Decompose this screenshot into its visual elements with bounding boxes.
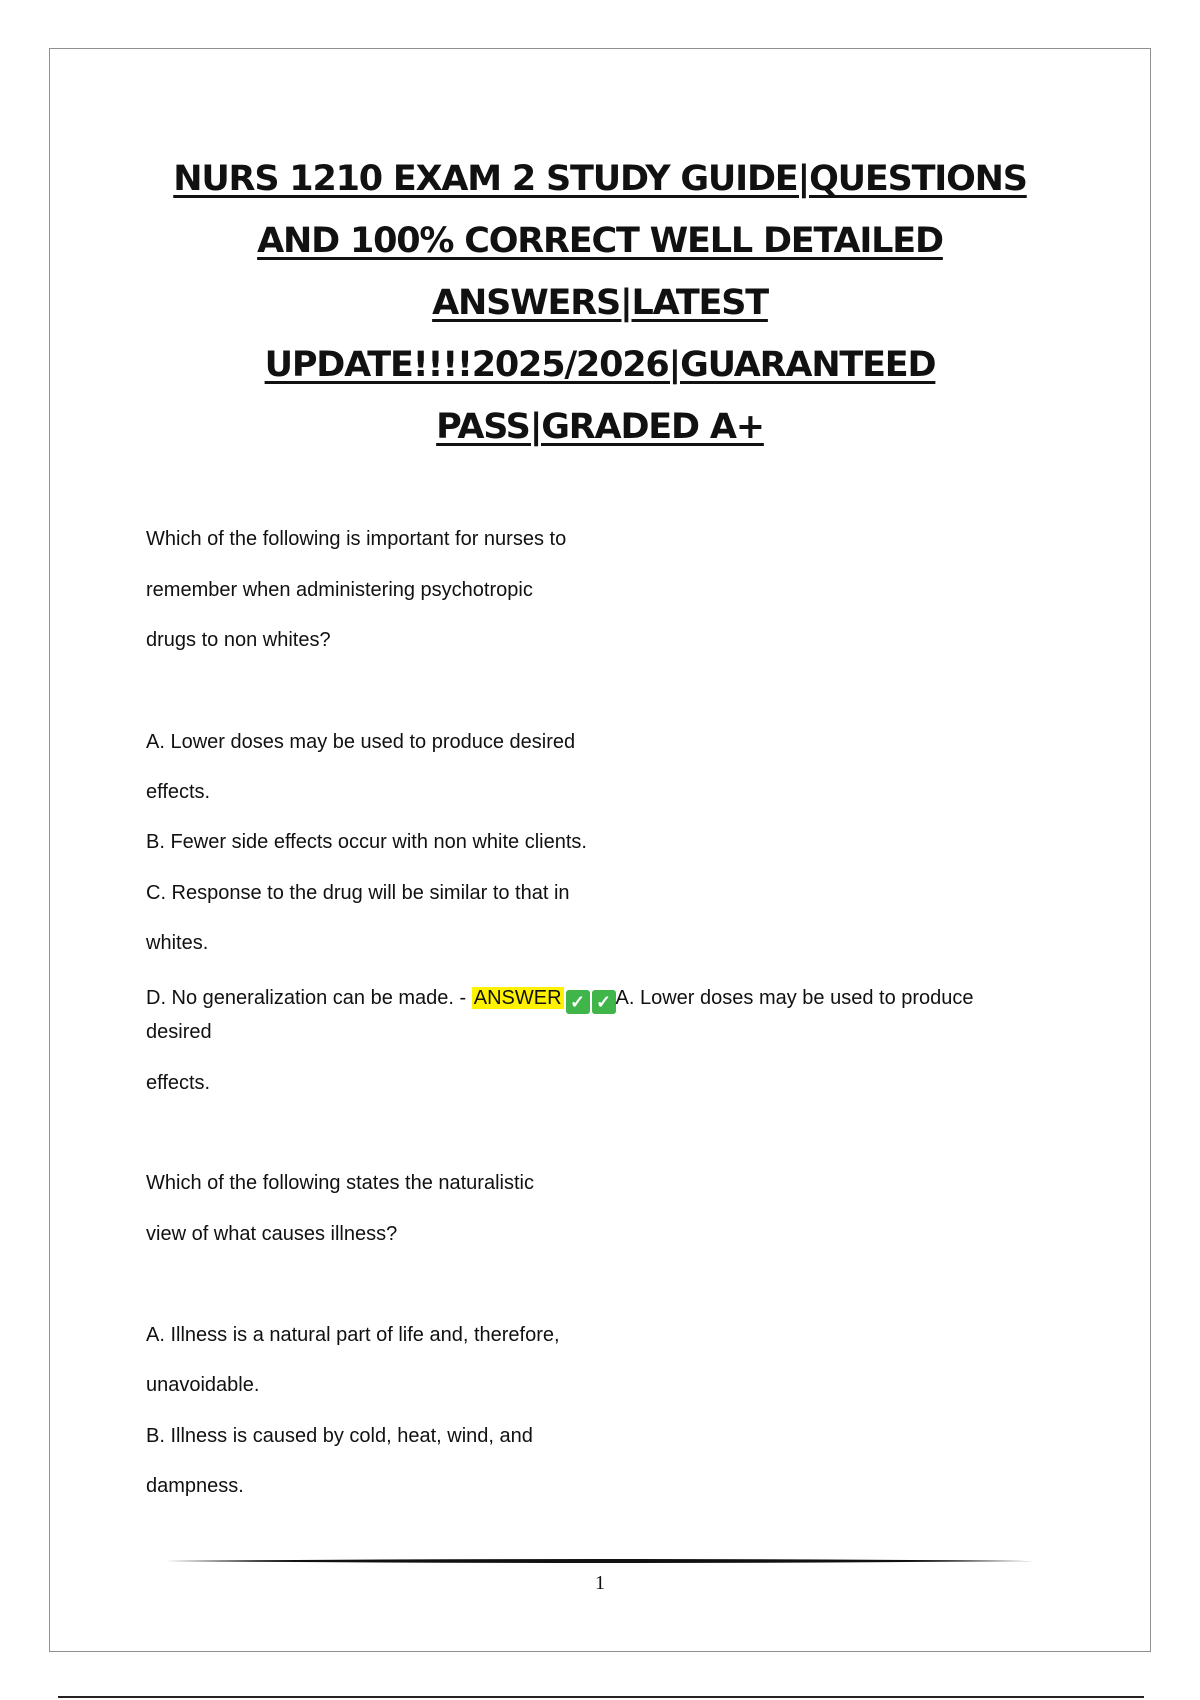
title-line-5: PASS|GRADED A+ [436, 407, 764, 447]
q1-answer-line [146, 985, 974, 1014]
answer-highlight: ANSWER [473, 987, 562, 1009]
q2-question-line-1: Which of the following states the naturalistic [146, 1172, 534, 1194]
document-title [130, 148, 1070, 458]
q2-option-line-1: A. Illness is a natural part of life and, therefore, [146, 1324, 560, 1346]
q1-answer-continuation-1: desired [146, 1021, 212, 1043]
q1-option-line-3: B. Fewer side effects occur with non white clients. [146, 831, 587, 853]
page-number: 1 [595, 1572, 605, 1594]
q2-question-line-2: view of what causes illness? [146, 1223, 398, 1245]
q1-option-line-4: C. Response to the drug will be similar to that in [146, 882, 570, 904]
title-line-3: ANSWERS|LATEST [432, 283, 768, 323]
check-icon: ✓ [566, 990, 590, 1014]
q1-option-line-2: effects. [146, 781, 211, 803]
q1-question-line-2: remember when administering psychotropic [146, 579, 533, 601]
q2-option-line-3: B. Illness is caused by cold, heat, wind, and [146, 1425, 533, 1447]
title-line-2: AND 100% CORRECT WELL DETAILED [257, 221, 943, 261]
q1-last-option: D. No generalization can be made. - [146, 987, 472, 1009]
q1-question-line-1: Which of the following is important for nurses to [146, 528, 567, 550]
check-icon: ✓ [592, 990, 616, 1014]
q1-answer-continuation-2: effects. [146, 1072, 211, 1094]
q1-option-line-5: whites. [146, 932, 209, 954]
q1-answer-text: A. Lower doses may be used to produce [615, 987, 974, 1009]
title-line-4: UPDATE!!!!2025/2026|GUARANTEED [264, 345, 936, 385]
q2-option-line-4: dampness. [146, 1475, 244, 1497]
footer-divider [165, 1558, 1035, 1564]
bottom-divider [58, 1696, 1144, 1698]
q1-option-line-1: A. Lower doses may be used to produce desired [146, 731, 576, 753]
title-line-1: NURS 1210 EXAM 2 STUDY GUIDE|QUESTIONS [173, 159, 1027, 199]
q1-question-line-3: drugs to non whites? [146, 629, 331, 651]
q2-option-line-2: unavoidable. [146, 1374, 260, 1396]
